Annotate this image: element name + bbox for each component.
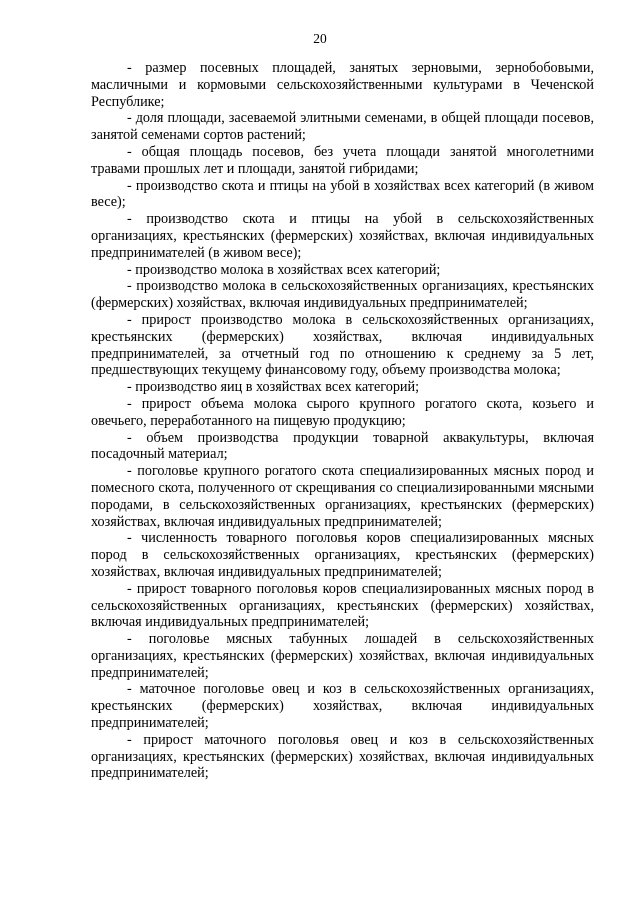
- list-item-livestock-all-categories: - производство скота и птицы на убой в хозяйствах всех категорий (в живом весе);: [91, 177, 594, 211]
- list-item-beef-cattle: - поголовье крупного рогатого скота специализированных мясных пород и помесного скота, полученного от скрещивания со специализированными мясными породами, в сельскохозяйственных организациях, крестьянских (фермерских) хозяйствах, включая индивидуальных предпринимателей;: [91, 463, 594, 530]
- list-item-total-sown-area: - общая площадь посевов, без учета площади занятой многолетними травами прошлых лет и площади, занятой гибридами;: [91, 143, 594, 177]
- list-item-eggs: - производство яиц в хозяйствах всех категорий;: [127, 379, 420, 396]
- list-item-elite-seeds-share: - доля площади, засеваемой элитными семенами, в общей площади посевов, занятой семенами сортов растений;: [91, 110, 594, 144]
- list-item-herd-horses: - поголовье мясных табунных лошадей в сельскохозяйственных организациях, крестьянских (фермерских) хозяйствах, включая индивидуальных предпринимателей;: [91, 631, 594, 681]
- list-item-livestock-agri-orgs: - производство скота и птицы на убой в сельскохозяйственных организациях, крестьянских (фермерских) хозяйствах, включая индивидуальных предпринимателей (в живом весе);: [91, 211, 594, 261]
- list-item-milk-agri-orgs: - производство молока в сельскохозяйственных организациях, крестьянских (фермерских) хозяйствах, включая индивидуальных предпринимателей;: [91, 278, 594, 312]
- list-item-sheep-goats: - маточное поголовье овец и коз в сельскохозяйственных организациях, крестьянских (фермерских) хозяйствах, включая индивидуальных предпринимателей;: [91, 681, 594, 732]
- list-item-milk-growth: - прирост производство молока в сельскохозяйственных организациях, крестьянских (фермерских) хозяйствах, включая индивидуальных предпринимателей, за отчетный год по отношению к среднему за 5 лет, предшествующих текущему финансовому году, объему производства молока;: [91, 311, 594, 379]
- document-body: [91, 60, 594, 782]
- list-item-sown-area: - размер посевных площадей, занятых зерновыми, зернобобовыми, масличными и кормовыми сельскохозяйственными культурами в Чеченской Республике;: [91, 60, 594, 110]
- list-item-milk-all-categories: - производство молока в хозяйствах всех категорий;: [127, 261, 441, 278]
- list-item-aquaculture: - объем производства продукции товарной аквакультуры, включая посадочный материал;: [91, 429, 594, 463]
- list-item-beef-cows-growth: - прирост товарного поголовья коров специализированных мясных пород в сельскохозяйственных организациях, крестьянских (фермерских) хозяйствах, включая индивидуальных предпринимателей;: [91, 580, 594, 631]
- list-item-raw-milk-processing: - прирост объема молока сырого крупного рогатого скота, козьего и овечьего, переработанного на пищевую продукцию;: [91, 395, 594, 429]
- list-item-beef-cows-count: - численность товарного поголовья коров специализированных мясных пород в сельскохозяйственных организациях, крестьянских (фермерских) хозяйствах, включая индивидуальных предпринимателей;: [91, 530, 594, 580]
- page-number: 20: [313, 31, 327, 46]
- list-item-sheep-goats-growth: - прирост маточного поголовья овец и коз в сельскохозяйственных организациях, крестьянских (фермерских) хозяйствах, включая индивидуальных предпринимателей;: [91, 731, 594, 782]
